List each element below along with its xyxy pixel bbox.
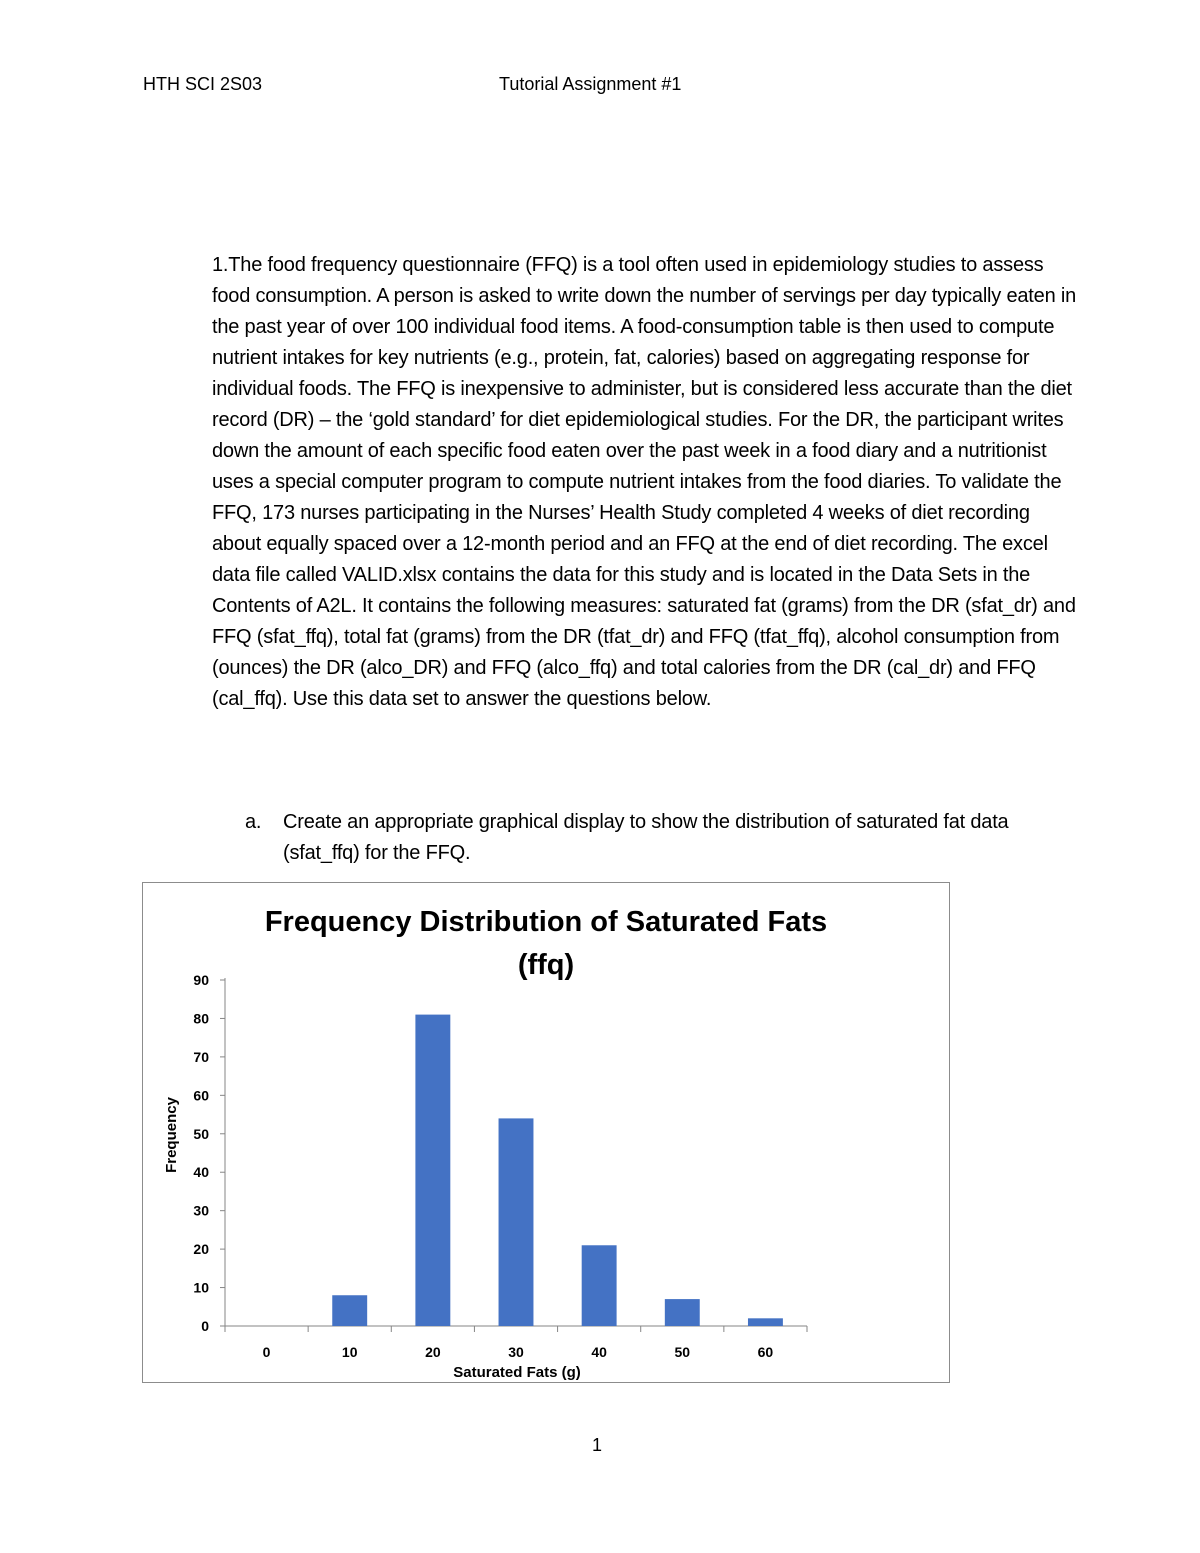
page-number: 1 (592, 1435, 603, 1455)
y-tick-label: 40 (193, 1164, 209, 1181)
histogram-bar (332, 1295, 367, 1326)
y-tick-label: 10 (193, 1279, 209, 1296)
chart-title-line-2: (ffq) (517, 949, 575, 981)
x-tick-label: 30 (508, 1344, 524, 1360)
y-axis-label: Frequency (163, 1097, 180, 1173)
chart-canvas (143, 883, 949, 1382)
y-tick-label: 30 (193, 1202, 209, 1219)
y-tick-label: 70 (193, 1048, 209, 1065)
x-tick-label: 40 (591, 1344, 607, 1360)
y-tick-label: 60 (193, 1087, 209, 1104)
x-tick-label: 50 (674, 1344, 691, 1360)
histogram-bar (582, 1245, 617, 1326)
document-title: Tutorial Assignment #1 (499, 74, 682, 94)
x-tick-label: 10 (341, 1344, 358, 1360)
question-text: Create an appropriate graphical display to show the distribution of saturated fat data (sfat_ffq) for the FFQ. (283, 811, 1009, 864)
x-tick-label: 20 (425, 1344, 441, 1360)
x-axis-label: Saturated Fats (g) (453, 1364, 581, 1381)
y-tick-label: 0 (201, 1318, 209, 1334)
histogram-bar (748, 1318, 783, 1326)
course-code: HTH SCI 2S03 (143, 74, 263, 94)
question-label: a. (245, 811, 262, 833)
question-intro-paragraph: 1.The food frequency questionnaire (FFQ) is a tool often used in epidemiology studies to assess food consumption. A person is asked to write down the number of servings per day typically eaten in the past year of over 100 individual food items. A food-consumption table is then used to compute nutrient intakes for key nutrients (e.g., protein, fat, calories) based on aggregating response for individual foods. The FFQ is inexpensive to administer, but is considered less accurate than the diet record (DR) – the ‘gold standard’ for diet epidemiological studies. For the DR, the participant writes down the amount of each specific food eaten over the past week in a food diary and a nutritionist uses a special computer program to compute nutrient intakes from the food diaries. To validate the FFQ, 173 nurses participating in the Nurses’ Health Study completed 4 weeks of diet recording about equally spaced over a 12-month period and an FFQ at the end of diet recording. The excel data file called VALID.xlsx contains the data for this study and is located in the Data Sets in the Contents of A2L. It contains the following measures: saturated fat (grams) from the DR (sfat_dr) and FFQ (sfat_ffq), total fat (grams) from the DR (tfat_dr) and FFQ (tfat_ffq), alcohol consumption from (ounces) the DR (alco_DR) and FFQ (alco_ffq) and total calories from the DR (cal_dr) and FFQ (cal_ffq). Use this data set to answer the questions below. (212, 254, 1077, 710)
question-list (245, 807, 1065, 869)
histogram-bar (665, 1299, 700, 1326)
x-tick-label: 0 (262, 1344, 271, 1360)
histogram-bar (415, 1015, 450, 1326)
question-item (245, 807, 1065, 869)
y-tick-label: 90 (193, 972, 209, 988)
histogram-chart (142, 882, 950, 1383)
y-tick-label: 80 (193, 1010, 209, 1027)
histogram-bar (499, 1118, 534, 1326)
y-tick-label: 20 (193, 1241, 209, 1258)
chart-title-line-1: Frequency Distribution of Saturated Fats (264, 906, 828, 938)
y-tick-label: 50 (193, 1125, 209, 1142)
x-tick-label: 60 (757, 1344, 774, 1360)
